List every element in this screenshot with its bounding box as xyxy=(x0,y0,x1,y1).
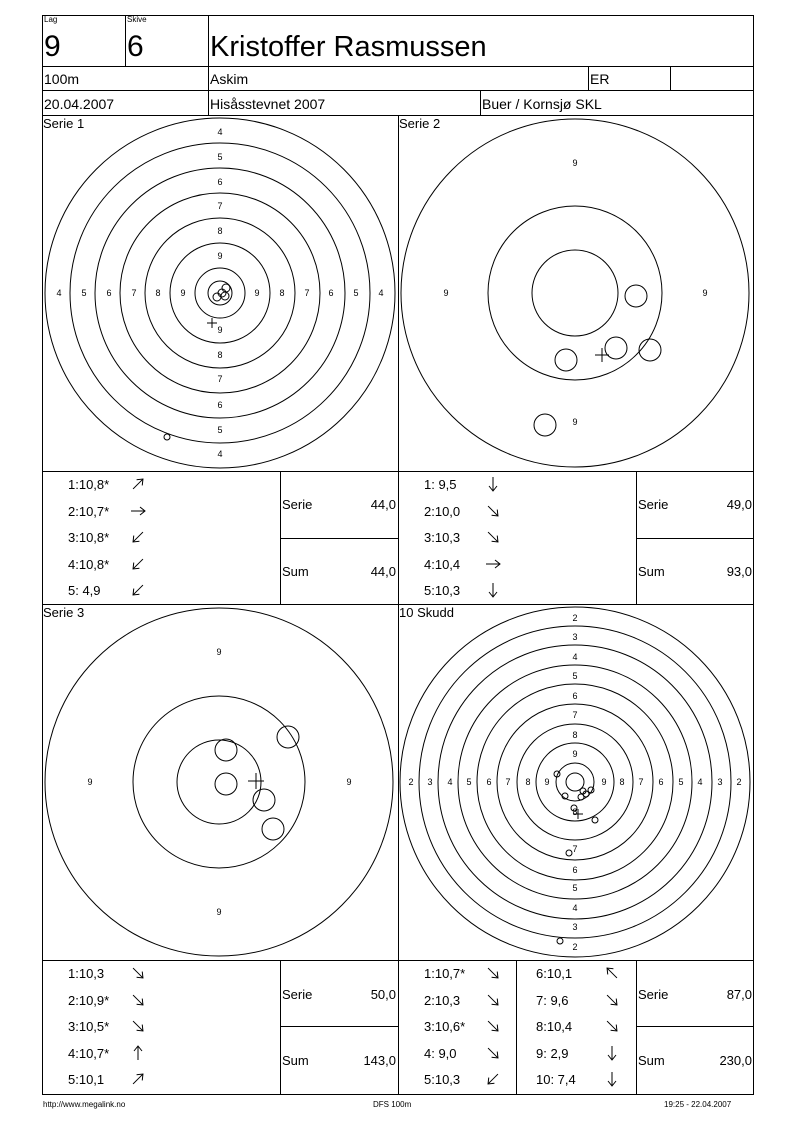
svg-text:7: 7 xyxy=(505,777,511,787)
direction-arrow-icon xyxy=(603,1044,621,1062)
shot-score: 5: 4,9 xyxy=(68,583,101,598)
panel-title-10skudd: 10 Skudd xyxy=(399,605,454,620)
shooter-name: Kristoffer Rasmussen xyxy=(210,31,487,63)
svg-text:8: 8 xyxy=(572,730,578,740)
svg-text:9: 9 xyxy=(346,777,352,787)
direction-arrow-icon xyxy=(484,991,502,1009)
svg-text:9: 9 xyxy=(572,749,578,759)
svg-text:7: 7 xyxy=(304,288,310,298)
svg-text:4: 4 xyxy=(217,449,223,459)
direction-arrow-icon xyxy=(484,1017,502,1035)
svg-text:9: 9 xyxy=(544,777,550,787)
direction-arrow-icon xyxy=(129,475,147,493)
svg-text:9: 9 xyxy=(217,325,223,335)
svg-text:7: 7 xyxy=(572,844,578,854)
svg-text:8: 8 xyxy=(525,777,531,787)
serie-label: Serie xyxy=(638,987,669,1002)
direction-arrow-icon xyxy=(484,502,502,520)
svg-text:6: 6 xyxy=(106,288,112,298)
serie-label: Serie xyxy=(282,497,313,512)
shot-score: 2:10,9* xyxy=(68,992,110,1008)
shot-score: 2:10,7* xyxy=(68,503,110,519)
shot-score: 4:10,8* xyxy=(68,556,110,572)
svg-text:9: 9 xyxy=(180,288,186,298)
svg-text:5: 5 xyxy=(81,288,87,298)
direction-arrow-icon xyxy=(484,1044,502,1062)
shot-score: 10: 7,4 xyxy=(536,1072,576,1087)
direction-arrow-icon xyxy=(129,555,147,573)
direction-arrow-icon xyxy=(129,502,147,520)
svg-text:8: 8 xyxy=(155,288,161,298)
svg-text:9: 9 xyxy=(217,251,223,261)
direction-arrow-icon xyxy=(129,581,147,599)
shot-score: 1:10,8* xyxy=(68,477,110,492)
direction-arrow-icon xyxy=(603,1017,621,1035)
skive-value: 6 xyxy=(127,30,144,63)
sum-label: Sum xyxy=(282,1053,309,1068)
direction-arrow-icon xyxy=(484,475,502,493)
svg-text:2: 2 xyxy=(736,777,742,787)
svg-text:9: 9 xyxy=(702,288,708,298)
footer-center: DFS 100m xyxy=(373,1100,412,1109)
direction-arrow-icon xyxy=(484,1070,502,1088)
svg-text:5: 5 xyxy=(678,777,684,787)
direction-arrow-icon xyxy=(129,1070,147,1088)
date: 20.04.2007 xyxy=(44,96,115,112)
svg-text:6: 6 xyxy=(328,288,334,298)
shot-score: 1: 9,5 xyxy=(424,477,457,492)
svg-text:5: 5 xyxy=(572,883,578,893)
svg-text:9: 9 xyxy=(601,777,607,787)
svg-text:4: 4 xyxy=(217,127,223,137)
sum-value: 93,0 xyxy=(726,564,752,579)
club: Askim xyxy=(210,71,249,87)
shot-score: 3:10,3 xyxy=(424,530,461,545)
svg-text:4: 4 xyxy=(697,777,703,787)
shot-score: 8:10,4 xyxy=(536,1019,573,1034)
svg-text:6: 6 xyxy=(217,177,223,187)
lag-value: 9 xyxy=(44,30,61,63)
serie-value: 44,0 xyxy=(370,497,396,512)
shot-score: 4:10,7* xyxy=(68,1045,110,1061)
sum-value: 230,0 xyxy=(719,1053,752,1068)
svg-text:4: 4 xyxy=(447,777,453,787)
svg-text:9: 9 xyxy=(572,417,578,427)
svg-text:8: 8 xyxy=(217,350,223,360)
direction-arrow-icon xyxy=(603,964,621,982)
svg-text:3: 3 xyxy=(572,632,578,642)
svg-text:3: 3 xyxy=(572,922,578,932)
svg-text:9: 9 xyxy=(216,647,222,657)
svg-text:6: 6 xyxy=(486,777,492,787)
distance: 100m xyxy=(44,71,80,87)
svg-text:8: 8 xyxy=(217,226,223,236)
skive-label: Skive xyxy=(127,15,147,24)
shot-score: 5:10,1 xyxy=(68,1072,105,1087)
svg-text:3: 3 xyxy=(717,777,723,787)
direction-arrow-icon xyxy=(484,528,502,546)
panel-title-serie3: Serie 3 xyxy=(43,605,85,620)
shot-score: 4: 9,0 xyxy=(424,1045,457,1061)
sum-value: 143,0 xyxy=(363,1053,396,1068)
panel-title-serie1: Serie 1 xyxy=(43,116,85,131)
range-name: Buer / Kornsjø SKL xyxy=(482,96,602,112)
sum-label: Sum xyxy=(638,1053,665,1068)
svg-text:4: 4 xyxy=(56,288,62,298)
shot-score: 1:10,3 xyxy=(68,966,105,981)
svg-text:2: 2 xyxy=(572,942,578,952)
panel-title-serie2: Serie 2 xyxy=(399,116,441,131)
sum-label: Sum xyxy=(282,564,309,579)
shot-score: 5:10,3 xyxy=(424,583,461,598)
svg-text:6: 6 xyxy=(572,691,578,701)
serie-value: 50,0 xyxy=(370,987,396,1002)
svg-text:6: 6 xyxy=(217,400,223,410)
footer-url: http://www.megalink.no xyxy=(43,1100,126,1109)
svg-text:9: 9 xyxy=(443,288,449,298)
direction-arrow-icon xyxy=(603,1070,621,1088)
sum-label: Sum xyxy=(638,564,665,579)
shot-score: 5:10,3 xyxy=(424,1072,461,1087)
svg-text:8: 8 xyxy=(572,807,578,817)
lag-label: Lag xyxy=(44,15,58,24)
shot-score: 2:10,0 xyxy=(424,503,461,519)
svg-text:2: 2 xyxy=(408,777,414,787)
svg-text:9: 9 xyxy=(87,777,93,787)
svg-text:5: 5 xyxy=(217,152,223,162)
serie-label: Serie xyxy=(638,497,669,512)
svg-text:7: 7 xyxy=(131,288,137,298)
svg-text:2: 2 xyxy=(572,613,578,623)
shot-score: 2:10,3 xyxy=(424,992,461,1008)
svg-text:7: 7 xyxy=(217,201,223,211)
direction-arrow-icon xyxy=(129,1017,147,1035)
footer-timestamp: 19:25 - 22.04.2007 xyxy=(664,1100,732,1109)
svg-text:8: 8 xyxy=(619,777,625,787)
svg-text:5: 5 xyxy=(466,777,472,787)
event-name: Hisåsstevnet 2007 xyxy=(210,96,326,112)
svg-text:6: 6 xyxy=(572,865,578,875)
sum-value: 44,0 xyxy=(370,564,396,579)
direction-arrow-icon xyxy=(129,528,147,546)
shooter-class: ER xyxy=(590,71,610,87)
svg-text:7: 7 xyxy=(217,374,223,384)
shot-score: 3:10,8* xyxy=(68,530,110,545)
svg-text:9: 9 xyxy=(216,907,222,917)
shot-score: 6:10,1 xyxy=(536,966,573,981)
shot-score: 7: 9,6 xyxy=(536,992,569,1008)
svg-text:7: 7 xyxy=(572,710,578,720)
serie-label: Serie xyxy=(282,987,313,1002)
svg-text:7: 7 xyxy=(638,777,644,787)
svg-text:5: 5 xyxy=(572,671,578,681)
serie-value: 49,0 xyxy=(726,497,752,512)
direction-arrow-icon xyxy=(603,991,621,1009)
shot-score: 4:10,4 xyxy=(424,556,461,572)
svg-text:9: 9 xyxy=(254,288,260,298)
direction-arrow-icon xyxy=(484,555,502,573)
svg-text:4: 4 xyxy=(378,288,384,298)
svg-text:8: 8 xyxy=(279,288,285,298)
direction-arrow-icon xyxy=(129,1044,147,1062)
direction-arrow-icon xyxy=(484,581,502,599)
shot-score: 3:10,6* xyxy=(424,1019,466,1034)
svg-text:5: 5 xyxy=(217,425,223,435)
shot-score: 3:10,5* xyxy=(68,1019,110,1034)
direction-arrow-icon xyxy=(129,991,147,1009)
svg-text:4: 4 xyxy=(572,903,578,913)
svg-text:9: 9 xyxy=(572,158,578,168)
shot-score: 1:10,7* xyxy=(424,966,466,981)
serie-value: 87,0 xyxy=(726,987,752,1002)
shot-score: 9: 2,9 xyxy=(536,1045,569,1061)
svg-text:6: 6 xyxy=(658,777,664,787)
svg-text:5: 5 xyxy=(353,288,359,298)
direction-arrow-icon xyxy=(484,964,502,982)
svg-text:4: 4 xyxy=(572,652,578,662)
direction-arrow-icon xyxy=(129,964,147,982)
svg-text:3: 3 xyxy=(427,777,433,787)
